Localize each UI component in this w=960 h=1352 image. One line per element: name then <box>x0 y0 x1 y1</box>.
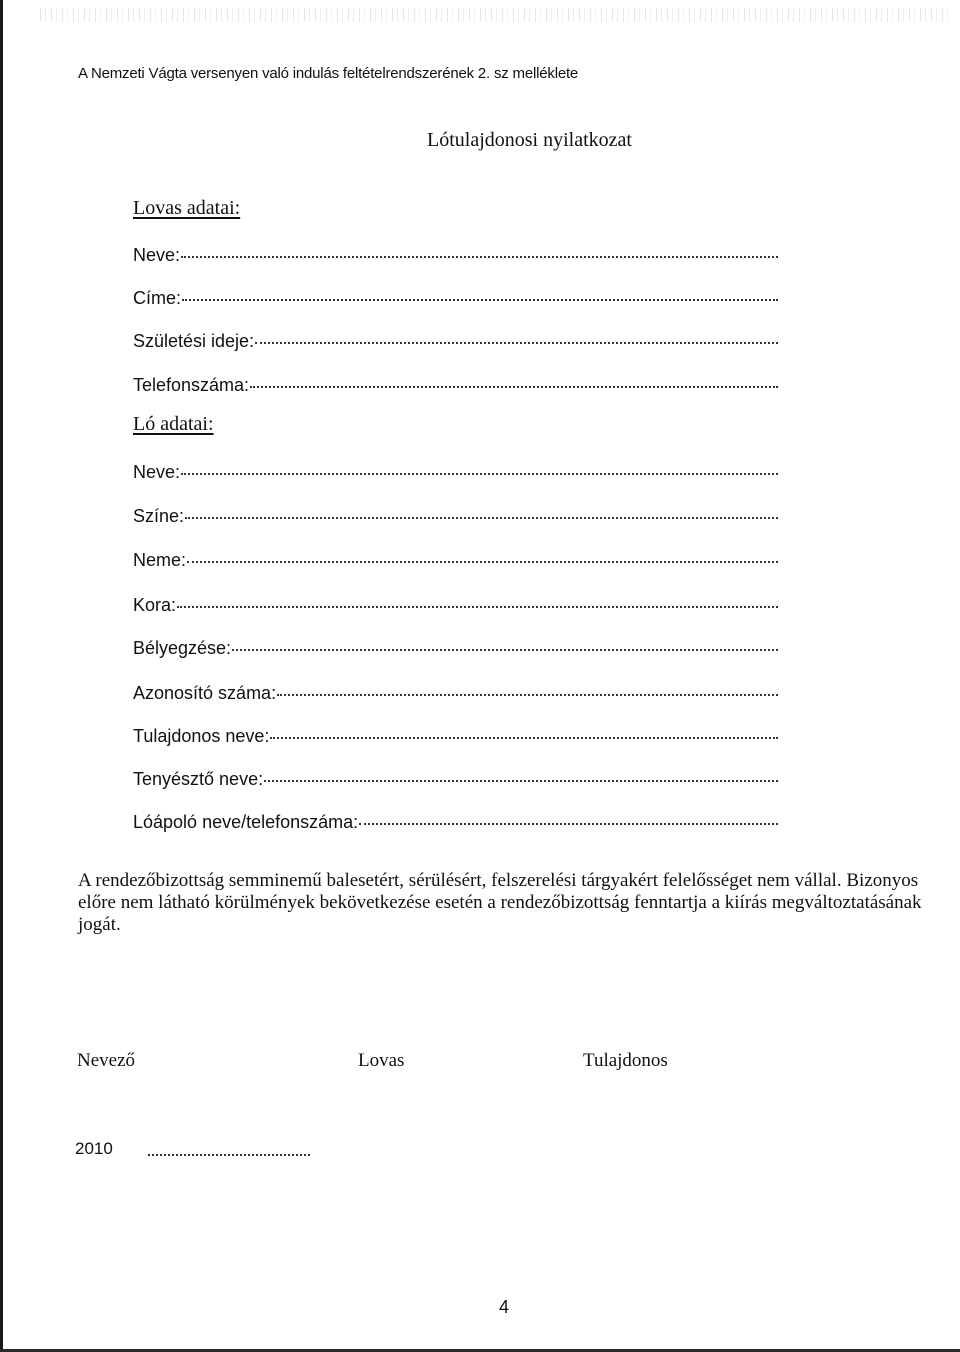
horse-sex-field[interactable] <box>133 546 778 572</box>
field-label: Azonosító száma: <box>133 683 277 703</box>
date-year: 2010 <box>75 1139 113 1158</box>
horse-age-field[interactable] <box>133 591 778 617</box>
field-label: Neve: <box>133 245 181 265</box>
horse-name-field[interactable] <box>133 458 778 484</box>
annex-header-note: A Nemzeti Vágta versenyen való indulás feltételrendszerének 2. sz melléklete <box>78 65 579 82</box>
fill-in-line[interactable] <box>277 676 778 696</box>
field-label: Neve: <box>133 462 181 482</box>
field-label: Színe: <box>133 506 185 526</box>
groom-contact-field[interactable] <box>133 808 778 834</box>
owner-name-field[interactable] <box>133 722 778 748</box>
fill-in-line[interactable] <box>177 588 778 608</box>
liability-disclaimer: A rendezőbizottság semminemű balesetért, sérülésért, felszerelési tárgyakért felelősséget nem vállal. Bizonyos előre nem látható körülmények bekövetkezése esetén a rendezőbizottság fenntartja a kiírás megváltoztatásának jogát. <box>78 870 922 935</box>
fill-in-line[interactable] <box>255 324 778 344</box>
fill-in-line[interactable] <box>182 281 778 301</box>
rider-section-heading: Lovas adatai: <box>133 197 241 219</box>
signature-label-rider: Lovas <box>358 1050 405 1071</box>
fill-in-line[interactable] <box>359 805 778 825</box>
horse-brand-field[interactable] <box>133 634 778 660</box>
field-label: Tulajdonos neve: <box>133 726 270 746</box>
rider-birthdate-field[interactable] <box>133 327 778 353</box>
page-number: 4 <box>499 1297 510 1317</box>
fill-in-line[interactable] <box>181 455 778 475</box>
scan-noise-top <box>40 8 950 22</box>
horse-section-heading: Ló adatai: <box>133 413 214 435</box>
field-label: Tenyésztő neve: <box>133 769 264 789</box>
fill-in-line[interactable] <box>187 543 778 563</box>
field-label: Születési ideje: <box>133 331 255 351</box>
fill-in-line[interactable] <box>232 631 778 651</box>
horse-color-field[interactable] <box>133 502 778 528</box>
field-label: Kora: <box>133 595 177 615</box>
fill-in-line[interactable] <box>270 719 778 739</box>
document-title: Lótulajdonosi nyilatkozat <box>427 129 632 151</box>
fill-in-line[interactable] <box>264 762 778 782</box>
rider-address-field[interactable] <box>133 284 778 310</box>
rider-phone-field[interactable] <box>133 371 778 397</box>
fill-in-line[interactable] <box>250 368 778 388</box>
breeder-name-field[interactable] <box>133 765 778 791</box>
fill-in-line[interactable] <box>185 499 778 519</box>
signature-label-entrant: Nevező <box>77 1050 136 1071</box>
date-fill-in-line[interactable] <box>148 1140 310 1156</box>
field-label: Címe: <box>133 288 182 308</box>
scan-edge-left <box>0 0 3 1352</box>
horse-id-field[interactable] <box>133 679 778 705</box>
field-label: Neme: <box>133 550 187 570</box>
signature-label-owner: Tulajdonos <box>583 1050 668 1071</box>
rider-name-field[interactable] <box>133 241 778 267</box>
field-label: Telefonszáma: <box>133 375 250 395</box>
field-label: Bélyegzése: <box>133 638 232 658</box>
field-label: Lóápoló neve/telefonszáma: <box>133 812 359 832</box>
fill-in-line[interactable] <box>181 238 778 258</box>
